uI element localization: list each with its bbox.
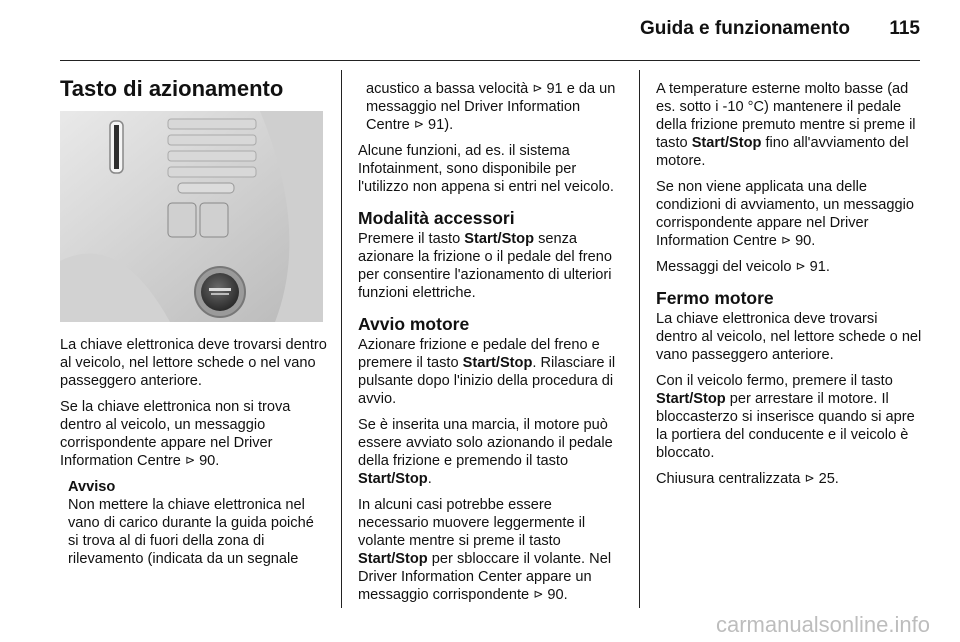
start-stop-label: Start/Stop (691, 135, 762, 151)
start-stop-label: Start/Stop (462, 355, 533, 371)
start-stop-label: Start/Stop (358, 551, 428, 567)
header-rule (60, 60, 920, 61)
start-stop-label: Start/Stop (358, 471, 428, 487)
start-stop-label: Start/Stop (656, 391, 726, 407)
cross-reference-arrow-icon: ⊳ (533, 587, 544, 601)
paragraph-key-location: La chiave elettronica deve trovarsi dentro al veicolo, nel lettore schede o nel vano passeggero anteriore. (60, 337, 327, 389)
watermark: carmanualsonline.info (715, 612, 930, 637)
heading-accessori: Modalità accessori (358, 208, 515, 228)
cross-reference-arrow-icon: ⊳ (795, 259, 806, 273)
paragraph-temperature: A temperature esterne molto basse (ad es. sotto i -10 °C) mantenere il pedale della frizione premuto mentre si preme il tasto Start/Stop fino all'avviamento del motore. (656, 81, 916, 169)
paragraph-avvio: Azionare frizione e pedale del freno e premere il tasto Start/Stop. Rilasciare il pulsante dopo l'inizio della procedura di avvio. (358, 337, 616, 407)
notice-title: Avviso (68, 479, 116, 495)
header-title: Guida e funzionamento (639, 18, 850, 39)
paragraph-infotainment: Alcune funzioni, ad es. il sistema Infotainment, sono disponibile per l'utilizzo non appena si entri nel veicolo. (358, 143, 614, 195)
paragraph-fermo-key: La chiave elettronica deve trovarsi dentro al veicolo, nel lettore schede o nel vano passeggero anteriore. (656, 311, 922, 363)
paragraph-accessori: Premere il tasto Start/Stop senza azionare la frizione o il pedale del freno per consentire l'azionamento di ulteriori funzioni elettriche. (358, 231, 612, 301)
page-number: 115 (889, 18, 920, 39)
cross-reference-arrow-icon: ⊳ (804, 471, 815, 485)
column-1 (60, 336, 328, 568)
section-title: Tasto di azionamento (60, 76, 284, 101)
heading-avvio: Avvio motore (358, 314, 470, 334)
notice-text: Non mettere la chiave elettronica nel vano di carico durante la guida poiché si trova al di fuori della zona di rilevamento (indicata da un segnale (68, 497, 314, 567)
cross-reference-arrow-icon: ⊳ (532, 81, 543, 95)
paragraph-continuation: acustico a bassa velocità ⊳ 91 e da un messaggio nel Driver Information Centre ⊳ 91). (366, 81, 616, 133)
paragraph-volante: In alcuni casi potrebbe essere necessario muovere leggermente il volante mentre si preme il tasto Start/Stop per sbloccare il volante. Nel Driver Information Center appare un messaggio corrispondente ⊳ 90. (358, 497, 612, 603)
paragraph-marcia: Se è inserita una marcia, il motore può essere avviato solo azionando il pedale della frizione e premendo il tasto Start/Stop. (358, 417, 613, 487)
cross-reference-arrow-icon: ⊳ (413, 117, 424, 131)
paragraph-conditions: Se non viene applicata una delle condizioni di avviamento, un messaggio corrispondente appare nel Driver Information Centre ⊳ 90. (656, 179, 914, 249)
start-stop-button-photo (60, 111, 323, 322)
start-stop-label: Start/Stop (464, 231, 534, 247)
column-divider-1 (341, 70, 342, 608)
paragraph-chiusura: Chiusura centralizzata ⊳ 25. (656, 471, 839, 487)
paragraph-key-missing: Se la chiave elettronica non si trova dentro al veicolo, un messaggio corrispondente appare nel Driver Information Centre ⊳ 90. (60, 399, 291, 469)
cross-reference-arrow-icon: ⊳ (184, 453, 195, 467)
column-divider-2 (639, 70, 640, 608)
column-3 (656, 80, 922, 496)
paragraph-vehicle-messages: Messaggi del veicolo ⊳ 91. (656, 259, 830, 275)
notice-box (60, 478, 328, 568)
heading-fermo: Fermo motore (656, 288, 774, 308)
column-2 (358, 80, 626, 612)
paragraph-fermo-stop: Con il veicolo fermo, premere il tasto Start/Stop per arrestare il motore. Il bloccasterzo si inserisce quando si apre la portiera del conducente e il veicolo è bloccato. (656, 373, 915, 461)
cross-reference-arrow-icon: ⊳ (780, 233, 791, 247)
